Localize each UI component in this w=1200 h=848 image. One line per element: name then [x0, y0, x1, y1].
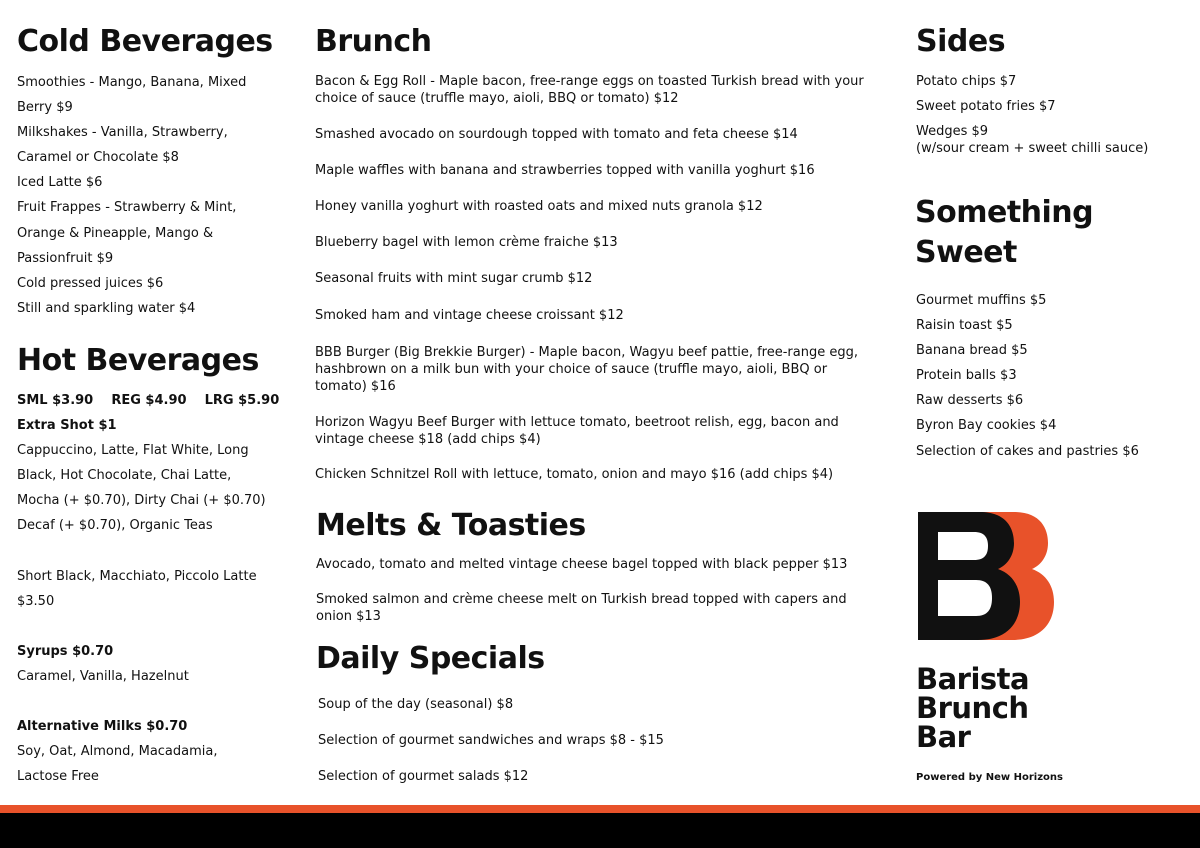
menu-item: Raisin toast $5 — [916, 318, 1013, 334]
menu-item: Honey vanilla yoghurt with roasted oats and mixed nuts granola $12 — [315, 199, 763, 214]
menu-item: Soup of the day (seasonal) $8 — [318, 697, 514, 712]
menu-item: Avocado, tomato and melted vintage cheese bagel topped with black pepper $13 — [316, 557, 848, 572]
menu-item: Raw desserts $6 — [916, 393, 1024, 409]
footer-accent-stripe — [0, 805, 1200, 813]
spacer — [17, 614, 297, 639]
spacer — [17, 689, 297, 714]
menu-item: Smashed avocado on sourdough topped with tomato and feta cheese $14 — [315, 127, 798, 142]
menu-line: Lactose Free — [17, 769, 99, 785]
menu-item: Selection of cakes and pastries $6 — [916, 443, 1139, 459]
brand-logo — [916, 510, 1056, 642]
melts-title: Melts & Toasties — [316, 508, 586, 543]
menu-item: Sweet potato fries $7 — [916, 99, 1056, 114]
extra-shot: Extra Shot $1 — [17, 418, 117, 434]
menu-line: Passionfruit $9 — [17, 250, 114, 266]
menu-item-note: (w/sour cream + sweet chilli sauce) — [916, 141, 1149, 156]
menu-line: $3.50 — [17, 593, 55, 609]
sides-title: Sides — [916, 24, 1006, 59]
brand-name — [916, 662, 1030, 754]
menu-item: Maple waffles with banana and strawberries topped with vanilla yoghurt $16 — [315, 163, 815, 178]
hot-beverages-title: Hot Beverages — [17, 343, 259, 378]
menu-line: Soy, Oat, Almond, Macadamia, — [17, 744, 218, 760]
menu-line: Short Black, Macchiato, Piccolo Latte — [17, 568, 257, 584]
size-prices: SML $3.90 REG $4.90 LRG $5.90 — [17, 393, 280, 408]
brand-name-line2: Brunch — [916, 691, 1029, 725]
menu-item: Gourmet muffins $5 — [916, 293, 1047, 308]
menu-line: Black, Hot Chocolate, Chai Latte, — [17, 468, 232, 484]
menu-line: Cold pressed juices $6 — [17, 275, 164, 291]
brand-name-line1: Barista — [916, 662, 1030, 696]
brand-tagline: Powered by New Horizons — [916, 772, 1063, 783]
menu-item: Smoked salmon and crème cheese melt on Turkish bread topped with capers and onion $13 — [316, 592, 847, 624]
menu-item: Protein balls $3 — [916, 368, 1017, 384]
menu-line: Caramel or Chocolate $8 — [17, 150, 179, 166]
menu-item: Horizon Wagyu Beef Burger with lettuce tomato, beetroot relish, egg, bacon and vintage cheese $18 (add chips $4) — [315, 415, 839, 447]
menu-item: Potato chips $7 — [916, 74, 1017, 89]
something-sweet-title-line1: Something — [915, 195, 1094, 230]
menu-line: Fruit Frappes - Strawberry & Mint, — [17, 200, 237, 216]
menu-item: Blueberry bagel with lemon crème fraiche $13 — [315, 235, 618, 250]
menu-line: Smoothies - Mango, Banana, Mixed — [17, 75, 247, 90]
menu-line: Still and sparkling water $4 — [17, 300, 196, 316]
brand-block — [916, 510, 1186, 790]
syrups-title: Syrups $0.70 — [17, 643, 114, 659]
footer-bar — [0, 813, 1200, 848]
spacer — [17, 539, 297, 564]
cold-beverages-title: Cold Beverages — [17, 24, 273, 59]
menu-line: Milkshakes - Vanilla, Strawberry, — [17, 125, 228, 141]
milks-title: Alternative Milks $0.70 — [17, 719, 188, 735]
menu-item: Smoked ham and vintage cheese croissant $12 — [315, 308, 624, 323]
menu-line: Iced Latte $6 — [17, 175, 103, 191]
specials-title: Daily Specials — [316, 641, 545, 676]
menu-line: Cappuccino, Latte, Flat White, Long — [17, 443, 249, 459]
menu-item: Selection of gourmet salads $12 — [318, 769, 529, 784]
menu-item: Byron Bay cookies $4 — [916, 418, 1057, 434]
syrups-list: Caramel, Vanilla, Hazelnut — [17, 669, 189, 685]
menu-item: Bacon & Egg Roll - Maple bacon, free-range eggs on toasted Turkish bread with your choice of sauce (truffle mayo, aioli, BBQ or tomato) $12 — [315, 74, 864, 106]
menu-item: Seasonal fruits with mint sugar crumb $12 — [315, 271, 593, 286]
brunch-title: Brunch — [315, 24, 432, 59]
something-sweet-title-line2: Sweet — [915, 235, 1017, 270]
brand-name-line3: Bar — [916, 720, 971, 754]
menu-item: Wedges $9 — [916, 124, 989, 139]
menu-line: Orange & Pineapple, Mango & — [17, 225, 214, 241]
menu-item: Selection of gourmet sandwiches and wraps $8 - $15 — [318, 733, 664, 748]
menu-line: Mocha (+ $0.70), Dirty Chai (+ $0.70) — [17, 493, 266, 509]
menu-item: BBB Burger (Big Brekkie Burger) - Maple bacon, Wagyu beef pattie, free-range egg, hashbrown on a milk bun with your choice of sauce (truffle mayo, aioli, BBQ or tomato) $16 — [315, 345, 858, 394]
menu-item: Chicken Schnitzel Roll with lettuce, tomato, onion and mayo $16 (add chips $4) — [315, 467, 834, 482]
menu-line: Berry $9 — [17, 100, 73, 116]
menu-item: Banana bread $5 — [916, 343, 1028, 359]
menu-line: Decaf (+ $0.70), Organic Teas — [17, 518, 213, 534]
